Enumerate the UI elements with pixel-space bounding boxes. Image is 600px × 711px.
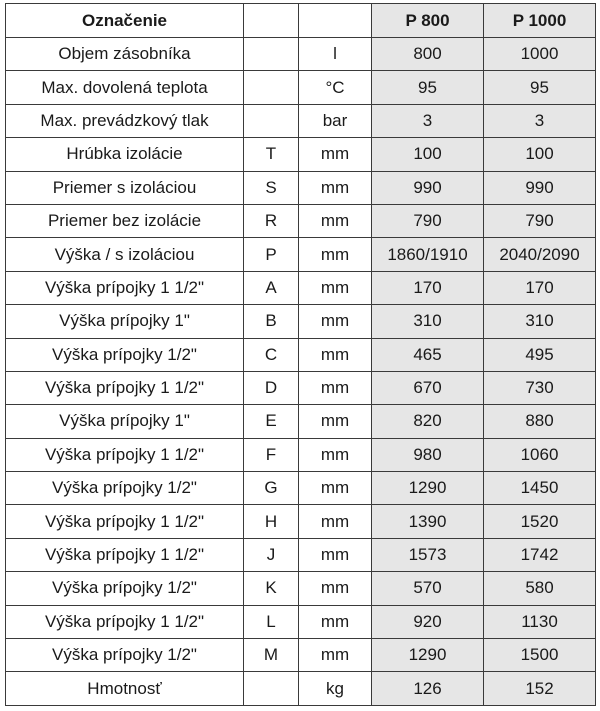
cell-unit: mm — [299, 572, 372, 605]
cell-symbol: B — [244, 305, 299, 338]
cell-unit: mm — [299, 639, 372, 672]
cell-unit: bar — [299, 104, 372, 137]
cell-symbol: D — [244, 371, 299, 404]
cell-symbol: S — [244, 171, 299, 204]
cell-symbol: F — [244, 438, 299, 471]
cell-unit: °C — [299, 71, 372, 104]
header-p1000: P 1000 — [484, 4, 596, 38]
cell-p800: 1860/1910 — [372, 238, 484, 271]
cell-p1000: 310 — [484, 305, 596, 338]
cell-symbol: G — [244, 472, 299, 505]
cell-p1000: 2040/2090 — [484, 238, 596, 271]
cell-symbol: P — [244, 238, 299, 271]
cell-designation: Výška prípojky 1" — [6, 405, 244, 438]
cell-unit: mm — [299, 171, 372, 204]
table-row — [6, 271, 596, 304]
cell-p1000: 1000 — [484, 38, 596, 71]
cell-designation: Výška prípojky 1 1/2" — [6, 271, 244, 304]
cell-p800: 920 — [372, 605, 484, 638]
cell-designation: Výška prípojky 1 1/2" — [6, 438, 244, 471]
cell-designation: Výška prípojky 1 1/2" — [6, 538, 244, 571]
cell-symbol: M — [244, 639, 299, 672]
cell-unit: mm — [299, 238, 372, 271]
cell-designation: Hmotnosť — [6, 672, 244, 705]
header-p800: P 800 — [372, 4, 484, 38]
cell-p1000: 495 — [484, 338, 596, 371]
table-row — [6, 405, 596, 438]
cell-unit: mm — [299, 371, 372, 404]
cell-unit: mm — [299, 472, 372, 505]
cell-symbol: R — [244, 204, 299, 237]
cell-p800: 570 — [372, 572, 484, 605]
table-row — [6, 171, 596, 204]
cell-symbol — [244, 104, 299, 137]
cell-symbol: J — [244, 538, 299, 571]
cell-unit: mm — [299, 338, 372, 371]
table-row — [6, 305, 596, 338]
cell-symbol: C — [244, 338, 299, 371]
header-unit — [299, 4, 372, 38]
cell-p800: 100 — [372, 138, 484, 171]
cell-p1000: 990 — [484, 171, 596, 204]
table-row — [6, 38, 596, 71]
cell-p1000: 1520 — [484, 505, 596, 538]
table-row — [6, 238, 596, 271]
header-designation: Označenie — [6, 4, 244, 38]
cell-unit: mm — [299, 271, 372, 304]
cell-designation: Max. dovolená teplota — [6, 71, 244, 104]
cell-designation: Priemer bez izolácie — [6, 204, 244, 237]
cell-unit: mm — [299, 505, 372, 538]
cell-p800: 1290 — [372, 639, 484, 672]
cell-designation: Výška / s izoláciou — [6, 238, 244, 271]
cell-symbol: A — [244, 271, 299, 304]
table-row — [6, 538, 596, 571]
cell-p1000: 880 — [484, 405, 596, 438]
cell-designation: Výška prípojky 1/2" — [6, 472, 244, 505]
cell-designation: Výška prípojky 1 1/2" — [6, 505, 244, 538]
table-row — [6, 438, 596, 471]
cell-p800: 1390 — [372, 505, 484, 538]
cell-p800: 990 — [372, 171, 484, 204]
cell-symbol: K — [244, 572, 299, 605]
cell-p800: 3 — [372, 104, 484, 137]
table-row — [6, 338, 596, 371]
cell-designation: Objem zásobníka — [6, 38, 244, 71]
cell-p1000: 1130 — [484, 605, 596, 638]
cell-p1000: 790 — [484, 204, 596, 237]
cell-symbol — [244, 71, 299, 104]
cell-unit: mm — [299, 305, 372, 338]
cell-symbol — [244, 38, 299, 71]
cell-p800: 820 — [372, 405, 484, 438]
cell-p1000: 152 — [484, 672, 596, 705]
cell-designation: Hrúbka izolácie — [6, 138, 244, 171]
table-header-row — [6, 4, 596, 38]
cell-p800: 800 — [372, 38, 484, 71]
cell-p1000: 3 — [484, 104, 596, 137]
cell-p800: 465 — [372, 338, 484, 371]
cell-p1000: 1500 — [484, 639, 596, 672]
spec-table — [5, 3, 596, 706]
cell-unit: mm — [299, 138, 372, 171]
table-row — [6, 505, 596, 538]
cell-symbol: L — [244, 605, 299, 638]
cell-p800: 126 — [372, 672, 484, 705]
cell-p1000: 580 — [484, 572, 596, 605]
cell-p1000: 170 — [484, 271, 596, 304]
cell-unit: l — [299, 38, 372, 71]
cell-p800: 170 — [372, 271, 484, 304]
table-row — [6, 71, 596, 104]
cell-designation: Výška prípojky 1/2" — [6, 338, 244, 371]
table-row — [6, 138, 596, 171]
table-row — [6, 605, 596, 638]
cell-p800: 790 — [372, 204, 484, 237]
cell-unit: mm — [299, 204, 372, 237]
table-row — [6, 371, 596, 404]
cell-p1000: 1450 — [484, 472, 596, 505]
cell-p800: 310 — [372, 305, 484, 338]
cell-p1000: 1742 — [484, 538, 596, 571]
table-row — [6, 104, 596, 137]
cell-designation: Výška prípojky 1/2" — [6, 639, 244, 672]
cell-p1000: 730 — [484, 371, 596, 404]
cell-p800: 95 — [372, 71, 484, 104]
cell-unit: mm — [299, 538, 372, 571]
cell-unit: mm — [299, 605, 372, 638]
cell-p1000: 95 — [484, 71, 596, 104]
cell-p800: 1290 — [372, 472, 484, 505]
cell-unit: mm — [299, 438, 372, 471]
table-row — [6, 639, 596, 672]
table-row — [6, 672, 596, 705]
cell-designation: Výška prípojky 1/2" — [6, 572, 244, 605]
cell-p800: 670 — [372, 371, 484, 404]
cell-p800: 980 — [372, 438, 484, 471]
cell-p800: 1573 — [372, 538, 484, 571]
cell-designation: Výška prípojky 1 1/2" — [6, 605, 244, 638]
cell-unit: mm — [299, 405, 372, 438]
cell-unit: kg — [299, 672, 372, 705]
cell-p1000: 1060 — [484, 438, 596, 471]
cell-symbol — [244, 672, 299, 705]
spec-table-container — [5, 3, 596, 706]
cell-p1000: 100 — [484, 138, 596, 171]
cell-designation: Max. prevádzkový tlak — [6, 104, 244, 137]
cell-designation: Priemer s izoláciou — [6, 171, 244, 204]
cell-symbol: T — [244, 138, 299, 171]
cell-designation: Výška prípojky 1" — [6, 305, 244, 338]
cell-designation: Výška prípojky 1 1/2" — [6, 371, 244, 404]
table-row — [6, 572, 596, 605]
cell-symbol: H — [244, 505, 299, 538]
table-row — [6, 472, 596, 505]
cell-symbol: E — [244, 405, 299, 438]
table-row — [6, 204, 596, 237]
header-symbol — [244, 4, 299, 38]
